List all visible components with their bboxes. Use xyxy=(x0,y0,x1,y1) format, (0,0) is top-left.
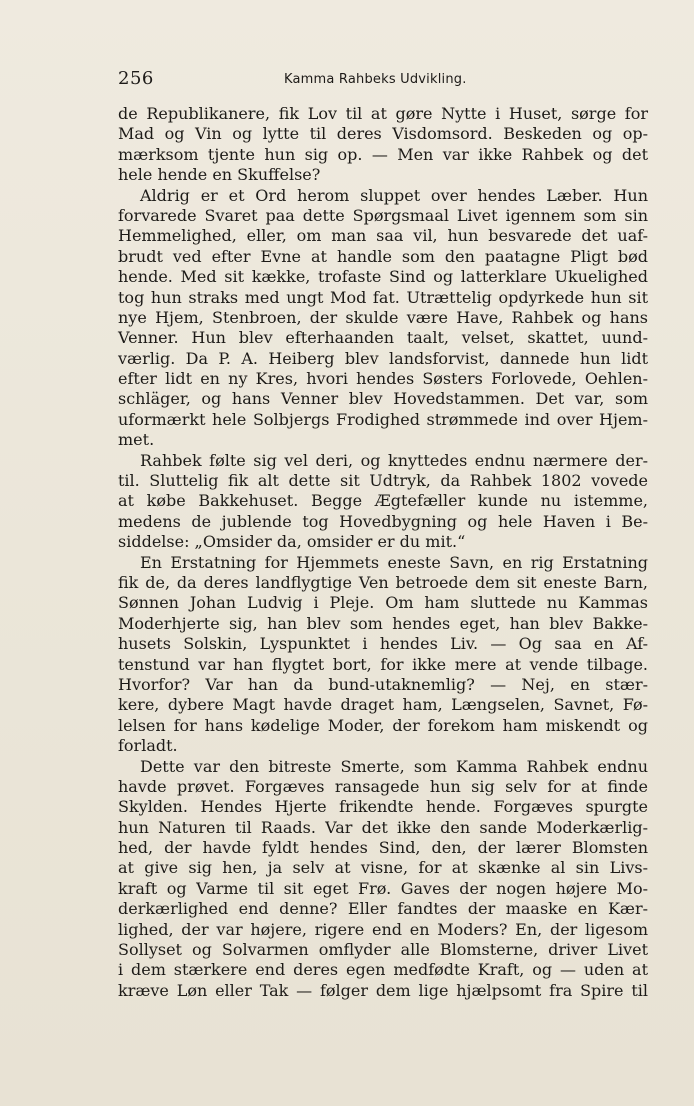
text-line: de Republikanere, fik Lov til at gøre Nytte i Huset, sørge for xyxy=(118,104,648,123)
text-line: met. xyxy=(118,430,155,450)
text-line: nye Hjem, Stenbroen, der skulde være Have, Rahbek og hans xyxy=(118,307,648,327)
text-line: lighed, der var højere, rigere end en Moders? En, der ligesom xyxy=(118,919,648,939)
text-line: at købe Bakkehuset. Begge Ægtefæller kunde nu istemme, xyxy=(118,491,648,511)
text-line: Dette var den bitreste Smerte, som Kamma Rahbek endnu xyxy=(140,756,648,776)
text-line: Rahbek følte sig vel deri, og knyttedes endnu nærmere der- xyxy=(140,450,648,470)
text-line: En Erstatning for Hjemmets eneste Savn, en rig Erstatning xyxy=(140,552,648,572)
text-line: Mad og Vin og lytte til deres Visdomsord. Beskeden og op- xyxy=(118,124,648,144)
text-line: havde prøvet. Forgæves ransagede hun sig selv for at finde xyxy=(118,776,648,796)
body-text xyxy=(118,104,648,1001)
text-line: Hvorfor? Var han da bund-utaknemlig? — Nej, en stær- xyxy=(118,674,648,694)
text-line: kræve Løn eller Tak — følger dem lige hjælpsomt fra Spire til xyxy=(118,980,648,1000)
text-line: Sønnen Johan Ludvig i Pleje. Om ham sluttede nu Kammas xyxy=(118,593,648,613)
text-line: Aldrig er et Ord herom sluppet over hendes Læber. Hun xyxy=(140,185,648,205)
page-header xyxy=(118,68,648,98)
text-line: Venner. Hun blev efterhaanden taalt, velset, skattet, uund- xyxy=(118,328,648,348)
text-line: schläger, og hans Venner blev Hovedstammen. Det var, som xyxy=(118,389,648,409)
text-line: mærksom tjente hun sig op. — Men var ikke Rahbek og det xyxy=(118,144,648,164)
text-line: brudt ved efter Evne at handle som den paatagne Pligt bød xyxy=(118,246,648,266)
text-line: at give sig hen, ja selv at visne, for at skænke al sin Livs- xyxy=(118,858,648,878)
text-line: medens de jublende tog Hovedbygning og hele Haven i Be- xyxy=(118,511,648,531)
text-line: kraft og Varme til sit eget Frø. Gaves der nogen højere Mo- xyxy=(118,878,648,898)
text-line: værlig. Da P. A. Heiberg blev landsforvist, dannede hun lidt xyxy=(118,348,648,368)
text-line: Moderhjerte sig, han blev som hendes eget, han blev Bakke- xyxy=(118,613,648,633)
text-line: tog hun straks med ungt Mod fat. Utrættelig opdyrkede hun sit xyxy=(118,287,648,307)
text-line: uformærkt hele Solbjergs Frodighed strømmede ind over Hjem- xyxy=(118,409,648,429)
text-line: Hemmelighed, eller, om man saa vil, hun besvarede det uaf- xyxy=(118,226,648,246)
text-line: hende. Med sit kække, trofaste Sind og latterklare Ukuelighed xyxy=(118,267,648,287)
text-line: tenstund var han flygtet bort, for ikke mere at vende tilbage. xyxy=(118,654,648,674)
page-number: 256 xyxy=(118,68,154,89)
text-line: efter lidt en ny Kres, hvori hendes Søsters Forlovede, Oehlen- xyxy=(118,369,648,389)
text-line: fik de, da deres landflygtige Ven betroede dem sit eneste Barn, xyxy=(118,572,648,592)
text-line: derkærlighed end denne? Eller fandtes der maaske en Kær- xyxy=(118,899,648,919)
text-line: kere, dybere Magt havde draget ham, Længselen, Savnet, Fø- xyxy=(118,695,648,715)
text-line: Skylden. Hendes Hjerte frikendte hende. Forgæves spurgte xyxy=(118,797,648,817)
text-line: hun Naturen til Raads. Var det ikke den sande Moderkærlig- xyxy=(118,817,648,837)
text-line: forvarede Svaret paa dette Spørgsmaal Livet igennem som sin xyxy=(118,205,648,225)
text-line: hele hende en Skuffelse? xyxy=(118,165,321,185)
text-line: i dem stærkere end deres egen medfødte Kraft, og — uden at xyxy=(118,960,648,980)
text-line: husets Solskin, Lyspunktet i hendes Liv. — Og saa en Af- xyxy=(118,634,648,654)
text-line: lelsen for hans kødelige Moder, der forekom ham miskendt og xyxy=(118,715,648,735)
text-line: til. Sluttelig fik alt dette sit Udtryk, da Rahbek 1802 vovede xyxy=(118,471,648,491)
text-line: hed, der havde fyldt hendes Sind, den, der lærer Blomsten xyxy=(118,838,648,858)
running-title: Kamma Rahbeks Udvikling. xyxy=(284,72,467,87)
text-line: forladt. xyxy=(118,736,178,756)
text-line: Sollyset og Solvarmen omflyder alle Blomsterne, driver Livet xyxy=(118,940,648,960)
text-line: siddelse: „Omsider da, omsider er du mit.“ xyxy=(118,532,466,552)
